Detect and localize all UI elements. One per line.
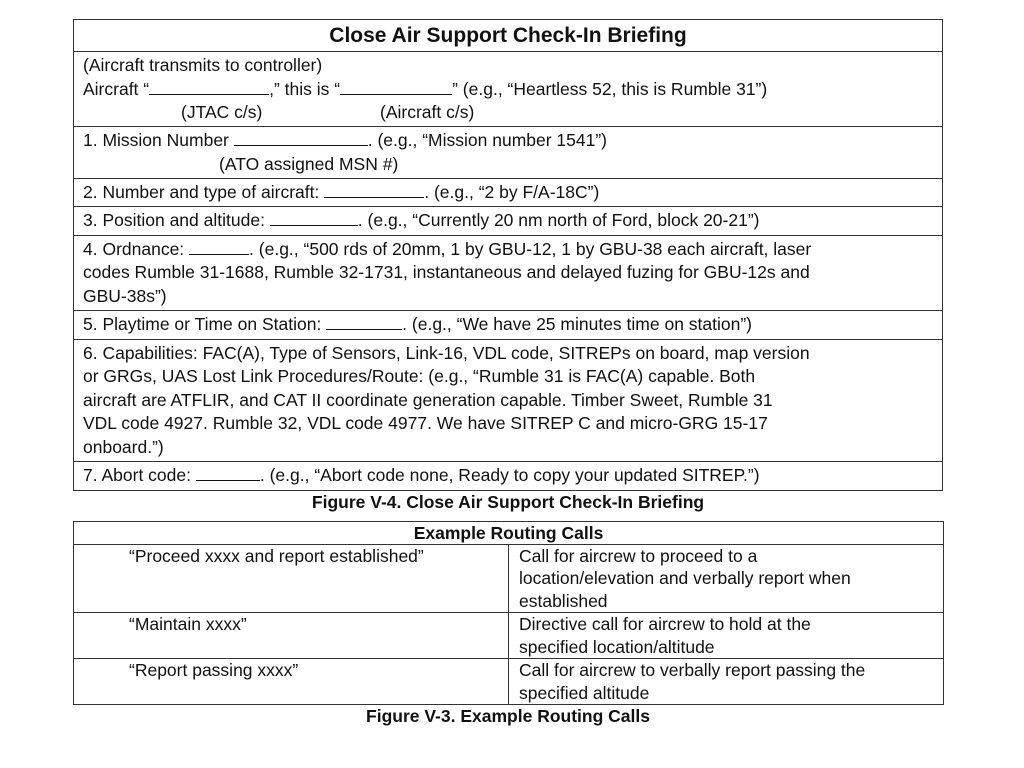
check-in-briefing-table xyxy=(73,19,943,491)
briefing-title: Close Air Support Check-In Briefing xyxy=(74,20,943,52)
routing-description: Call for aircrew to verbally report passing the specified altitude xyxy=(509,659,944,705)
briefing-intro-cell xyxy=(74,52,943,127)
routing-command: “Report passing xxxx” xyxy=(74,659,509,705)
item-mission-number: 1. Mission Number . (e.g., “Mission number 1541”) (ATO assigned MSN #) xyxy=(74,127,943,179)
aircraft-type-blank xyxy=(324,182,424,198)
routing-description: Directive call for aircrew to hold at the specified location/altitude xyxy=(509,613,944,659)
position-blank xyxy=(270,210,358,226)
callsign-labels xyxy=(83,101,934,124)
routing-table-title: Example Routing Calls xyxy=(74,521,944,544)
aircraft-callsign-blank xyxy=(340,79,452,95)
item-abort-code: 7. Abort code: . (e.g., “Abort code none, Ready to copy your updated SITREP.”) xyxy=(74,462,943,491)
routing-calls-table xyxy=(73,521,944,706)
mission-number-blank xyxy=(234,130,368,146)
aircraft-callsign-label: (Aircraft c/s) xyxy=(380,102,475,122)
routing-command: “Maintain xxxx” xyxy=(74,613,509,659)
routing-figure-caption: Figure V-3. Example Routing Calls xyxy=(366,706,650,726)
jtac-callsign-label: (JTAC c/s) xyxy=(181,102,263,122)
table-row xyxy=(74,613,944,659)
ordnance-blank xyxy=(189,239,249,255)
mission-number-sublabel: (ATO assigned MSN #) xyxy=(219,153,399,174)
document-page xyxy=(73,19,943,728)
routing-description: Call for aircrew to proceed to a location/elevation and verbally report when established xyxy=(509,544,944,613)
table-row xyxy=(74,544,944,613)
item-ordnance: 4. Ordnance: . (e.g., “500 rds of 20mm, 1 by GBU-12, 1 by GBU-38 each aircraft, laser codes Rumble 31-1688, Rumble 32-1731, instantaneous and delayed fuzing for GBU-12s and GBU-38s”) xyxy=(74,235,943,311)
routing-command: “Proceed xxxx and report established” xyxy=(74,544,509,613)
item-playtime: 5. Playtime or Time on Station: . (e.g., “We have 25 minutes time on station”) xyxy=(74,311,943,340)
playtime-blank xyxy=(326,314,402,330)
intro-note: (Aircraft transmits to controller) xyxy=(83,55,323,75)
item-capabilities: 6. Capabilities: FAC(A), Type of Sensors, Link-16, VDL code, SITREPs on board, map version or GRGs, UAS Lost Link Procedures/Route: (e.g., “Rumble 31 is FAC(A) capable. Both aircraft are ATFLIR, and CAT II coordinate generation capable. Timber Sweet, Rumble 31 VDL code 4927. Rumble 32, VDL code 4977. We have SITREP C and micro-GRG 15-17 onboard.”) xyxy=(74,339,943,462)
item-aircraft-type: 2. Number and type of aircraft: . (e.g., “2 by F/A-18C”) xyxy=(74,178,943,207)
item-position-altitude: 3. Position and altitude: . (e.g., “Currently 20 nm north of Ford, block 20-21”) xyxy=(74,207,943,236)
jtac-callsign-blank xyxy=(149,79,269,95)
table-row xyxy=(74,659,944,705)
abort-code-blank xyxy=(196,465,260,481)
intro-call-line: Aircraft “ ,” this is “ ” (e.g., “Heartless 52, this is Rumble 31”) xyxy=(83,78,768,99)
briefing-figure-caption: Figure V-4. Close Air Support Check-In Briefing xyxy=(311,491,705,512)
